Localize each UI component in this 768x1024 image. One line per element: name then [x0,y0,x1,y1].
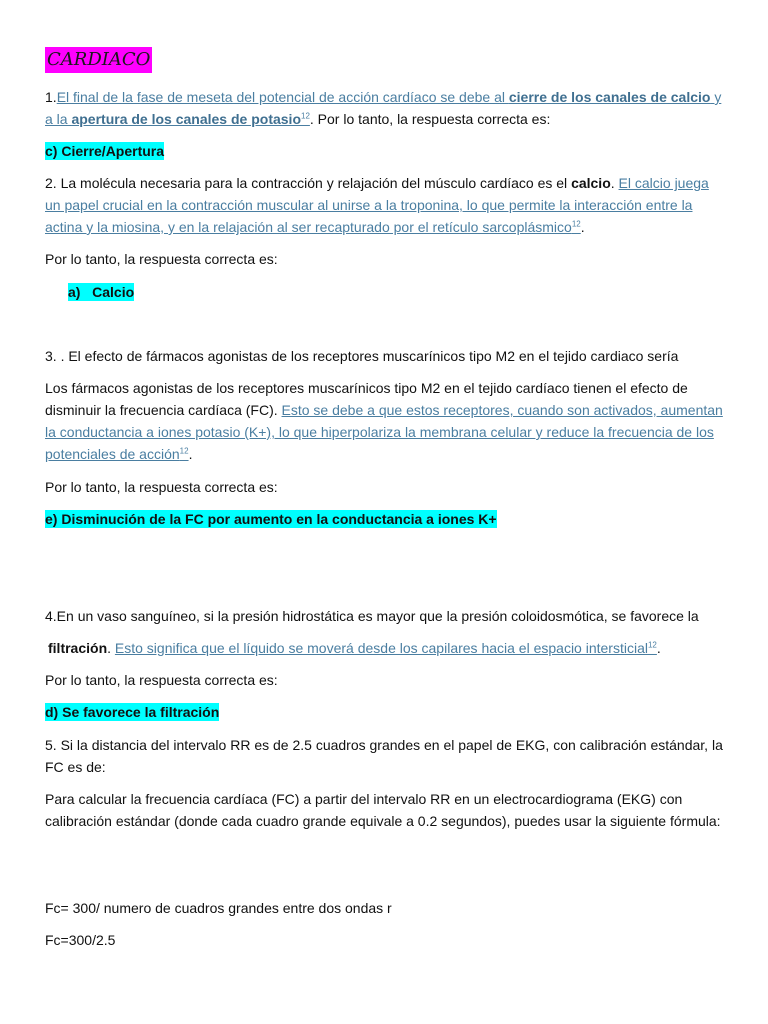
q5-paragraph: Para calcular la frecuencia cardíaca (FC) a partir del intervalo RR en un electrocardiograma (EKG) con calibración estándar (donde cada cuadro grande equivale a 0.2 segundos), puedes usar la siguiente fórmula: [45,791,721,829]
q2-answer: a) Calcio [68,284,135,300]
q4-link[interactable]: Esto significa que el líquido se moverá desde los capilares hacia el espacio intersticial$^{12}$ [114,640,657,656]
q1-answer: c) Cierre/Apertura [45,143,165,159]
q4-conclusion: Por lo tanto, la respuesta correcta es: [45,672,278,688]
q1-link[interactable]: El final de la fase de meseta del potencial de acción cardíaco se debe al cierre de los canales de calcio y a la apertura de los canales de potasio$^{12}$ [45,89,722,127]
q1-rest: . Por lo tanto, la respuesta correcta es: [309,111,551,127]
q3-link[interactable]: Esto se debe a que estos receptores, cuando son activados, aumentan la conductancia a iones potasio (K+), lo que hiperpolariza la membrana celular y reduce la frecuencia de los potenciales de acción$^{12}$ [45,402,723,462]
q5-question: 5. Si la distancia del intervalo RR es de 2.5 cuadros grandes en el papel de EKG, con calibración estándar, la FC es de: [45,737,723,775]
q1-answer-line [45,140,725,162]
q5-calc: Fc=300/2.5 [45,932,116,948]
q2-conclusion: Por lo tanto, la respuesta correcta es: [45,251,278,267]
q1-prefix: 1. [45,89,57,105]
q4-bold: filtración [48,640,108,656]
q2-link[interactable]: El calcio juega un papel crucial en la contracción muscular al unirse a la troponina, lo que permite la interacción entre la actina y la miosina, y en la relajación al ser recapturado por el retículo sarcoplásmico$^{12}$ [45,175,709,235]
q3-conclusion: Por lo tanto, la respuesta correcta es: [45,479,278,495]
q5-formula: Fc= 300/ numero de cuadros grandes entre dos ondas r [45,900,392,916]
q3-answer-line [45,508,725,530]
q4-question: 4.En un vaso sanguíneo, si la presión hidrostática es mayor que la presión coloidosmótica, se favorece la [45,608,699,624]
q4-answer: d) Se favorece la filtración [45,704,220,720]
q2-answer-line [68,281,748,303]
q1-paragraph [45,86,725,130]
section-title: CARDIACO [45,47,152,73]
q3-question: 3. . El efecto de fármacos agonistas de los receptores muscarínicos tipo M2 en el tejido cardiaco sería [45,348,679,364]
q4-paragraph: filtración. Esto significa que el líquido se moverá desde los capilares hacia el espacio intersticial$^{12}$. [48,640,661,656]
q4-answer-line [45,701,725,723]
q2-bold: calcio [571,175,611,191]
q3-paragraph: Los fármacos agonistas de los receptores muscarínicos tipo M2 en el tejido cardíaco tienen el efecto de disminuir la frecuencia cardíaca (FC). Esto se debe a que estos receptores, cuando son activados, aumentan la conductancia a iones potasio (K+), lo que hiperpolariza la membrana celular y reduce la frecuencia de los potenciales de acción$^{12}$. [45,380,723,462]
q3-answer: e) Disminución de la FC por aumento en la conductancia a iones K+ [45,511,497,527]
q2-paragraph: 2. La molécula necesaria para la contracción y relajación del músculo cardíaco es el calcio. El calcio juega un papel crucial en la contracción muscular al unirse a la troponina, lo que permite la interacción entre la actina y la miosina, y en la relajación al ser recapturado por el retículo sarcoplásmico$^{12}$. [45,175,709,235]
